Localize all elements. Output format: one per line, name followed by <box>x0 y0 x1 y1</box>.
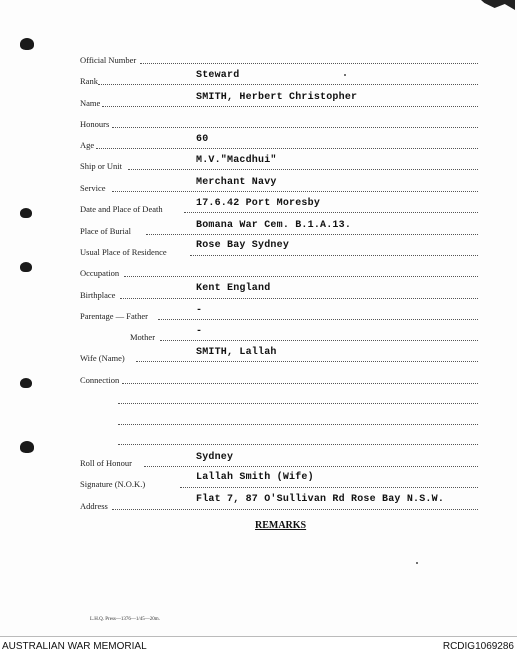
dotted-line <box>118 424 478 425</box>
honours-label: Honours <box>80 119 110 129</box>
dotted-line <box>96 148 478 149</box>
birthplace-value: Kent England <box>196 283 271 294</box>
dotted-line <box>124 276 478 277</box>
punch-hole <box>20 262 32 272</box>
rank-label: Rank <box>80 76 98 86</box>
dotted-line <box>136 361 478 362</box>
connection-label: Connection <box>80 375 120 385</box>
death-value: 17.6.42 Port Moresby <box>196 198 321 209</box>
dotted-line <box>112 127 478 128</box>
age-label: Age <box>80 140 95 150</box>
dotted-line <box>120 298 478 299</box>
dotted-line <box>98 84 478 85</box>
name-label: Name <box>80 98 101 108</box>
burial-label: Place of Burial <box>80 226 131 236</box>
age-value: 60 <box>196 134 209 145</box>
speck <box>416 562 418 564</box>
wife-value: SMITH, Lallah <box>196 347 277 358</box>
address-label: Address <box>80 501 108 511</box>
torn-edge <box>481 0 515 10</box>
father-value: - <box>196 305 203 316</box>
dotted-line <box>184 212 478 213</box>
ship-value: M.V."Macdhui" <box>196 155 277 166</box>
mother-value: - <box>196 326 203 337</box>
dotted-line <box>180 487 478 488</box>
occupation-label: Occupation <box>80 268 120 278</box>
rank-value: Steward <box>196 70 240 81</box>
archive-footer <box>0 636 517 655</box>
punch-hole <box>20 38 34 50</box>
dotted-line <box>128 169 478 170</box>
birthplace-label: Birthplace <box>80 290 116 300</box>
wife-label: Wife (Name) <box>80 353 125 363</box>
dotted-line <box>122 383 478 384</box>
dotted-line <box>112 509 478 510</box>
death-label: Date and Place of Death <box>80 204 163 214</box>
ship-label: Ship or Unit <box>80 161 123 171</box>
nok-label: Signature (N.O.K.) <box>80 479 146 489</box>
dotted-line <box>140 63 478 64</box>
name-value: SMITH, Herbert Christopher <box>196 92 358 103</box>
nok-value: Lallah Smith (Wife) <box>196 472 314 483</box>
official-number-label: Official Number <box>80 55 137 65</box>
speck <box>344 74 346 76</box>
service-label: Service <box>80 183 106 193</box>
dotted-line <box>118 444 478 445</box>
footer-record-id: RCDIG1069286 <box>442 641 514 652</box>
punch-hole <box>20 208 32 218</box>
dotted-line <box>190 255 478 256</box>
punch-hole <box>20 441 34 453</box>
dotted-line <box>112 191 478 192</box>
dotted-line <box>118 403 478 404</box>
address-value: Flat 7, 87 O'Sullivan Rd Rose Bay N.S.W. <box>196 494 445 505</box>
dotted-line <box>160 340 478 341</box>
footer-institution: AUSTRALIAN WAR MEMORIAL <box>2 641 147 652</box>
residence-label: Usual Place of Residence <box>80 247 167 257</box>
dotted-line <box>144 466 478 467</box>
remarks-heading: REMARKS <box>255 520 307 531</box>
printer-imprint: L.H.Q. Press—1376—1/45—20m. <box>90 617 160 622</box>
dotted-line <box>158 319 478 320</box>
residence-value: Rose Bay Sydney <box>196 240 290 251</box>
burial-value: Bomana War Cem. B.1.A.13. <box>196 220 352 231</box>
mother-label: Mother <box>130 332 156 342</box>
dotted-line <box>102 106 478 107</box>
punch-hole <box>20 378 32 388</box>
roll-label: Roll of Honour <box>80 458 132 468</box>
service-value: Merchant Navy <box>196 177 277 188</box>
father-label: Parentage — Father <box>80 311 148 321</box>
dotted-line <box>146 234 478 235</box>
roll-value: Sydney <box>196 452 234 463</box>
